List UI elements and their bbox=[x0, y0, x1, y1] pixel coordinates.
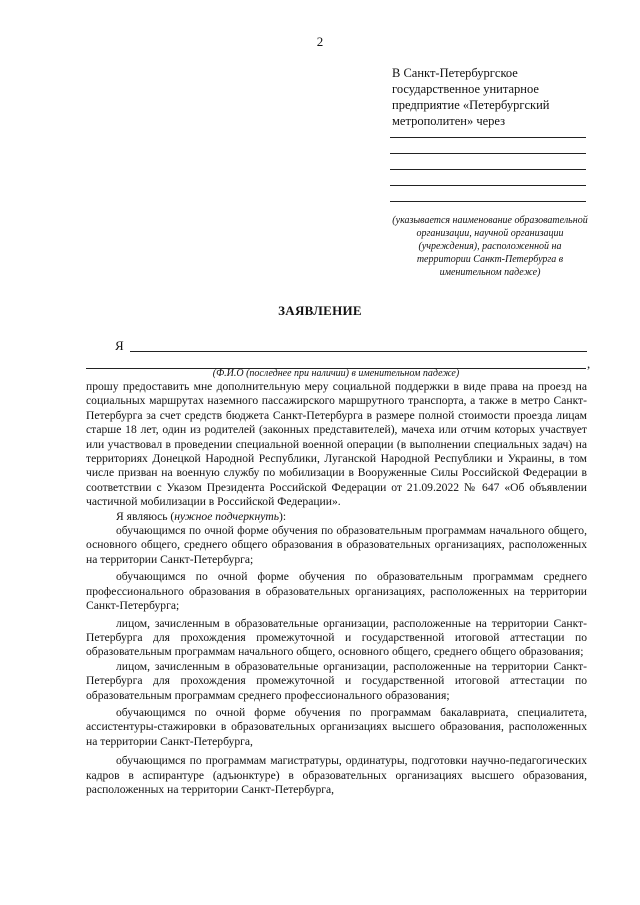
status-option[interactable]: лицом, зачисленным в образовательные организации, расположенные на территории Санкт-Петербурга для прохождения промежуточной и государственной итоговой аттестации по образовательным программам начального общего, основного общего, среднего общего образования; bbox=[86, 616, 587, 659]
status-intro-hint: нужное подчеркнуть bbox=[174, 509, 279, 523]
status-intro bbox=[86, 510, 587, 524]
addressee-line: государственное унитарное bbox=[392, 82, 539, 96]
addressee-instruction-note: (указывается наименование образовательной организации, научной организации (учреждения), расположенной на территории Санкт-Петербурга в именительном падеже) bbox=[392, 215, 588, 278]
blank-fill-line[interactable] bbox=[390, 153, 586, 154]
status-option[interactable]: обучающимся по программам магистратуры, ординатуры, подготовки научно-педагогических кадров в аспирантуре (адъюнктуре) в образовательных организациях высшего образования, расположенных на территории Санкт-Петербурга, bbox=[86, 754, 587, 796]
status-intro-text: Я являюсь ( bbox=[116, 509, 175, 523]
addressee-line: предприятие «Петербургский bbox=[392, 98, 550, 112]
status-option[interactable]: обучающимся по очной форме обучения по образовательным программам среднего профессионального образования в образовательных организациях, расположенных на территории Санкт-Петербурга; bbox=[86, 570, 587, 613]
blank-fill-line[interactable] bbox=[390, 169, 586, 170]
status-option[interactable]: обучающимся по очной форме обучения по программам бакалавриата, специалитета, ассистентуры-стажировки в образовательных организациях высшего образования, расположенных на территории Санкт-Петербурга, bbox=[86, 705, 587, 748]
blank-fill-line[interactable] bbox=[390, 201, 586, 202]
blank-fill-line[interactable] bbox=[390, 137, 586, 138]
status-option[interactable]: обучающимся по очной форме обучения по образовательным программам начального общего, основного общего, среднего общего образования в образовательных организациях, расположенных на территории Санкт-Петербурга; bbox=[86, 524, 587, 566]
document-title: ЗАЯВЛЕНИЕ bbox=[278, 303, 362, 318]
applicant-prefix: Я bbox=[115, 338, 124, 353]
applicant-comma: , bbox=[587, 356, 591, 371]
addressee-line: В Санкт-Петербургское bbox=[392, 66, 518, 80]
blank-fill-line[interactable] bbox=[390, 185, 586, 186]
application-body bbox=[86, 380, 587, 797]
applicant-name-field[interactable] bbox=[130, 351, 587, 352]
status-intro-end: ): bbox=[279, 509, 287, 523]
status-option[interactable]: лицом, зачисленным в образовательные организации, расположенные на территории Санкт-Петербурга для прохождения промежуточной и государственной итоговой аттестации по образовательным программам среднего профессионального образования; bbox=[86, 659, 587, 702]
fio-instruction-note: (Ф.И.О (последнее при наличии) в именительном падеже) bbox=[212, 368, 460, 379]
addressee-block bbox=[392, 65, 592, 129]
addressee-line: метрополитен» через bbox=[392, 114, 506, 128]
page-number: 2 bbox=[316, 34, 324, 49]
request-paragraph: прошу предоставить мне дополнительную меру социальной поддержки в виде права на проезд на социальных маршрутах наземного пассажирского маршрутного транспорта, а также в метро Санкт-Петербурга за счет средств бюджета Санкт-Петербурга в размере полной стоимости проезда лицам старше 18 лет, один из родителей (законных представителей), мачеха или отчим которых участвует или участвовал в проведении специальной военной операции (в выполнении специальных задач) на территориях Донецкой Народной Республики, Луганской Народной Республики и Украины, в том числе призван на военную службу по мобилизации в Вооруженные Силы Российской Федерации в соответствии с Указом Президента Российской Федерации от 21.09.2022 № 647 «Об объявлении частичной мобилизации в Российской Федерации». bbox=[86, 380, 587, 509]
